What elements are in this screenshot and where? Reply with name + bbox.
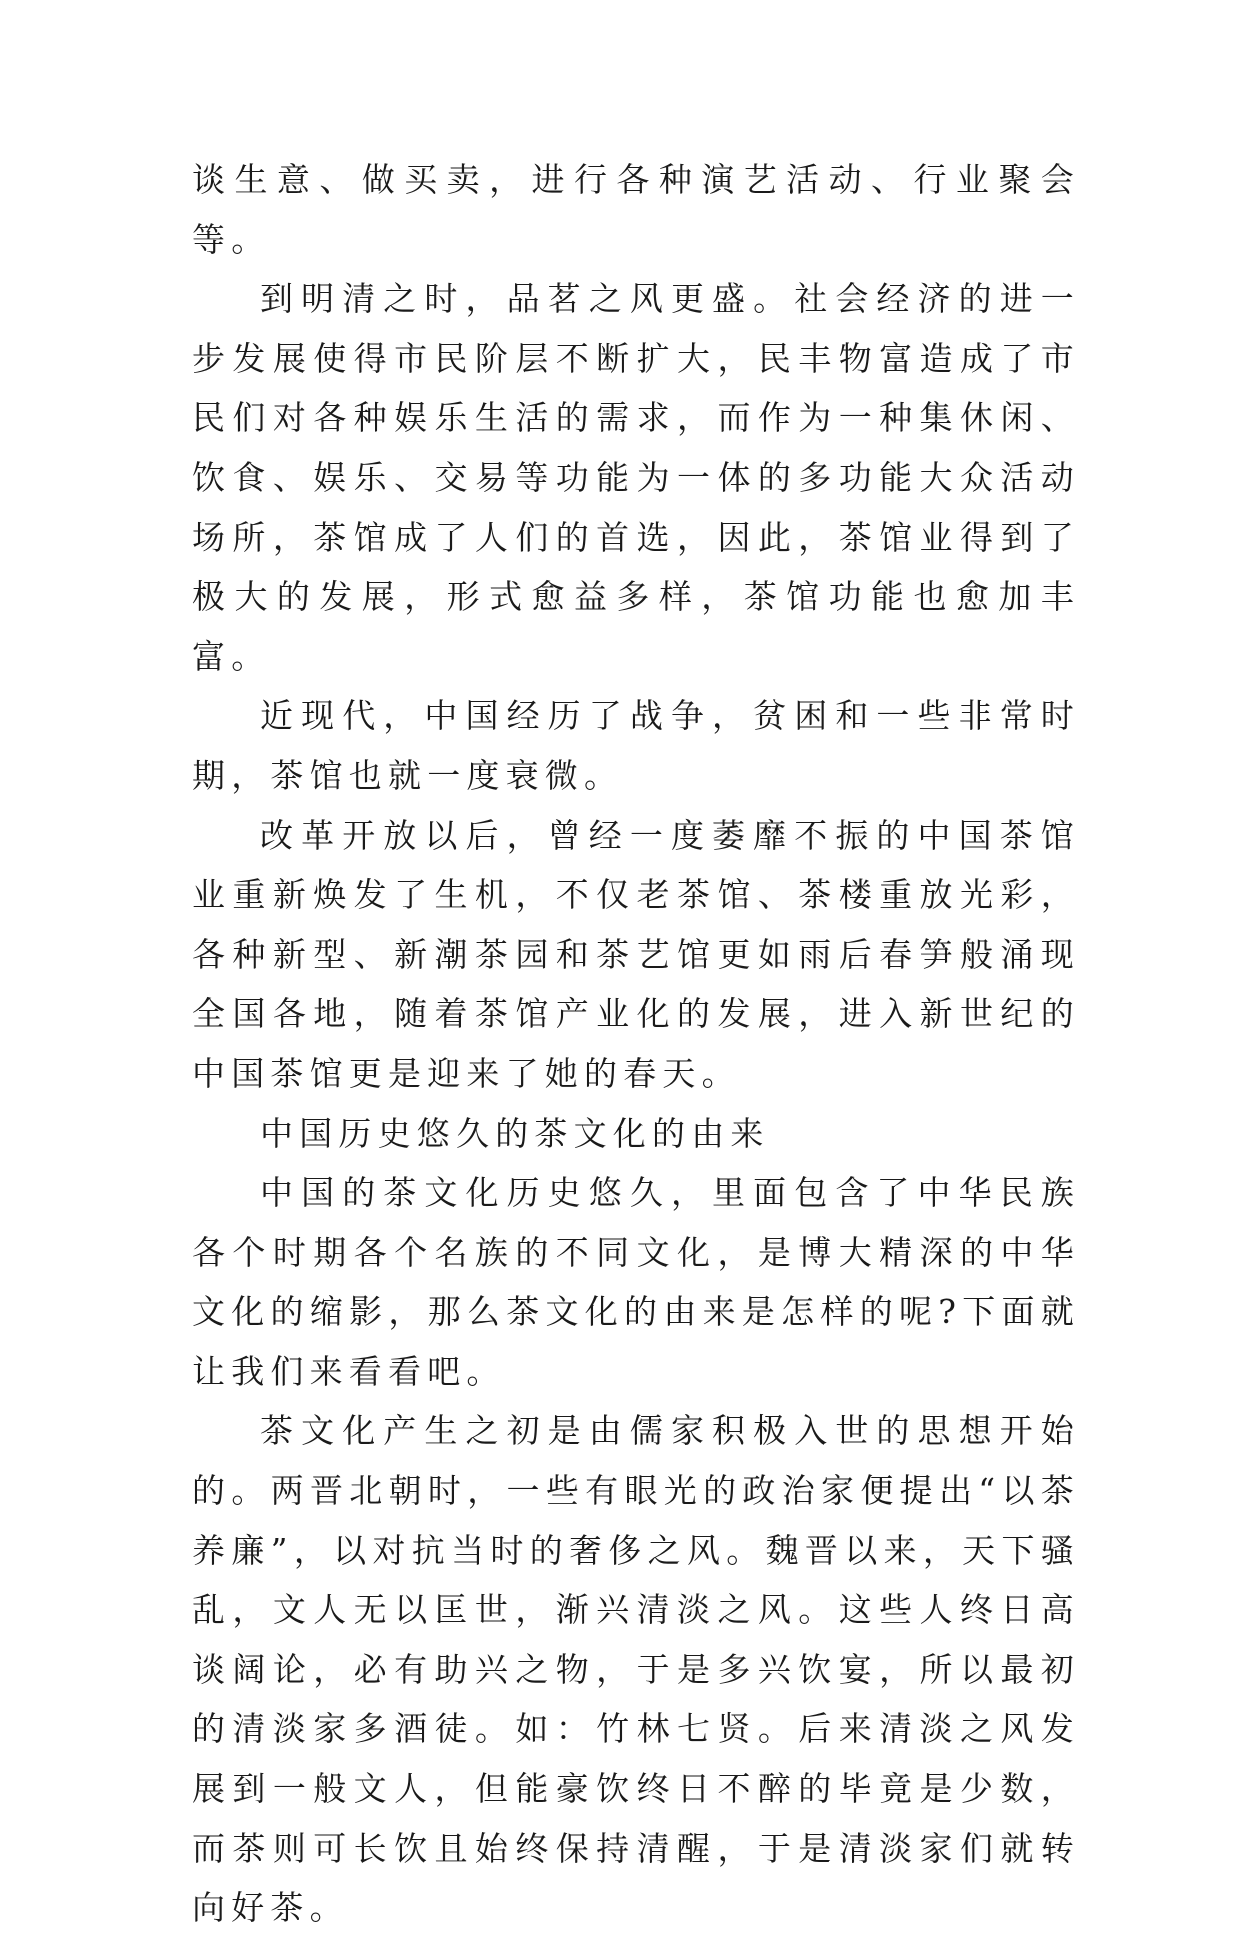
section-title: 中国历史悠久的茶文化的由来	[260, 1113, 770, 1153]
paragraph-tea-culture-intro: 中国的茶文化历史悠久，里面包含了中华民族各个时期各个名族的不同文化，是博大精深的中华文化的缩影，那么茶文化的由来是怎样的呢?下面就让我们来看看吧。	[192, 1173, 1080, 1391]
document-body	[192, 150, 1080, 1938]
paragraph-reform-era: 改革开放以后，曾经一度萎靡不振的中国茶馆业重新焕发了生机，不仅老茶馆、茶楼重放光彩，各种新型、新潮茶园和茶艺馆更如雨后春笋般涌现全国各地，随着茶馆产业化的发展，进入新世纪的中国茶馆更是迎来了她的春天。	[192, 815, 1080, 1093]
paragraph-ming-qing: 到明清之时，品茗之风更盛。社会经济的进一步发展使得市民阶层不断扩大，民丰物富造成了市民们对各种娱乐生活的需求，而作为一种集休闲、饮食、娱乐、交易等功能为一体的多功能大众活动场所，茶馆成了人们的首选，因此，茶馆业得到了极大的发展，形式愈益多样，茶馆功能也愈加丰富。	[192, 279, 1080, 676]
paragraph-modern-era: 近现代，中国经历了战争，贫困和一些非常时期，茶馆也就一度衰微。	[192, 696, 1080, 795]
paragraph-tea-culture-origin: 茶文化产生之初是由儒家积极入世的思想开始的。两晋北朝时，一些有眼光的政治家便提出“以茶养廉”，以对抗当时的奢侈之风。魏晋以来，天下骚乱，文人无以匡世，渐兴清淡之风。这些人终日高谈阔论，必有助兴之物，于是多兴饮宴，所以最初的清淡家多酒徒。如：竹林七贤。后来清淡之风发展到一般文人，但能豪饮终日不醉的毕竟是少数，而茶则可长饮且始终保持清醒，于是清淡家们就转向好茶。	[192, 1411, 1080, 1928]
paragraph-continuation: 谈生意、做买卖，进行各种演艺活动、行业聚会等。	[192, 160, 1080, 259]
